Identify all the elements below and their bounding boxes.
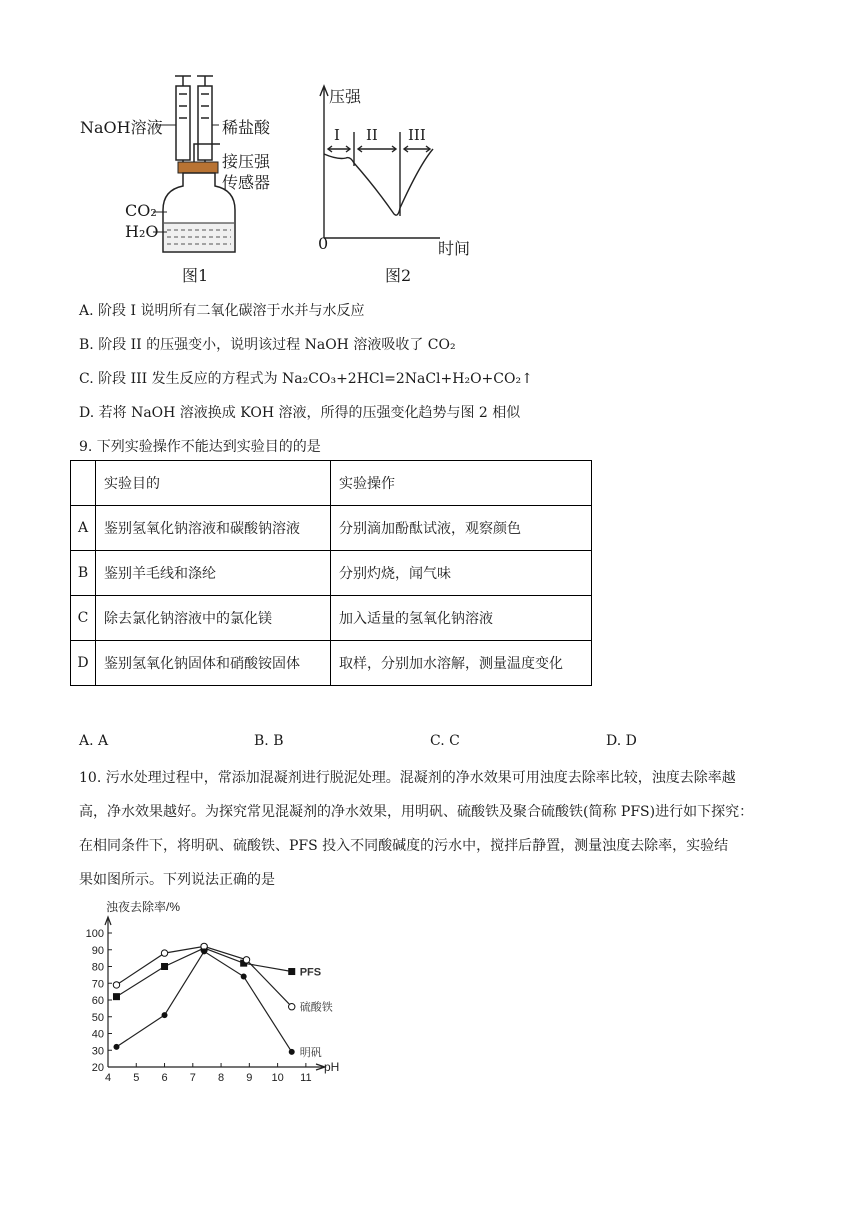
chart-y-tick-label: 100 bbox=[85, 928, 104, 940]
chart-series-label: 明矾 bbox=[299, 1046, 322, 1059]
q9-table bbox=[70, 460, 592, 686]
chart-point-pfs bbox=[113, 993, 120, 1000]
table-cell: 除去氯化钠溶液中的氯化镁 bbox=[96, 596, 331, 641]
table-header-cell: 实验目的 bbox=[96, 461, 331, 506]
q10-line-2: 高，净水效果越好。为探究常见混凝剂的净水效果，用明矾、硫酸铁及聚合硫酸铁(简称 PFS)进行如下探究： bbox=[79, 804, 754, 820]
stage-2-label: II bbox=[366, 126, 378, 144]
chart-y-axis-label: 浊夜去除率/% bbox=[106, 900, 181, 914]
chart-point-alum bbox=[113, 1044, 119, 1050]
chart-point-pfs bbox=[288, 968, 295, 975]
pressure-axis-label: 压强 bbox=[329, 87, 362, 106]
table-cell: 分别滴加酚酞试液，观察颜色 bbox=[331, 506, 592, 551]
table-cell: 鉴别氢氧化钠溶液和碳酸钠溶液 bbox=[96, 506, 331, 551]
co2-label: CO₂ bbox=[125, 201, 157, 220]
q8-option-b[interactable]: B. 阶段 II 的压强变小，说明该过程 NaOH 溶液吸收了 CO₂ bbox=[79, 337, 456, 353]
table-row bbox=[71, 596, 592, 641]
q8-option-a[interactable]: A. 阶段 I 说明所有二氧化碳溶于水并与水反应 bbox=[79, 303, 365, 319]
naoh-label: NaOH溶液 bbox=[80, 118, 163, 137]
sensor-label-line1: 接压强 bbox=[222, 152, 271, 171]
table-cell: 鉴别氢氧化钠固体和硝酸铵固体 bbox=[96, 641, 331, 686]
chart-y-tick-label: 20 bbox=[91, 1062, 104, 1074]
table-cell: B bbox=[71, 551, 96, 596]
chart-x-tick-label: 6 bbox=[161, 1072, 168, 1084]
table-cell: 加入适量的氢氧化钠溶液 bbox=[331, 596, 592, 641]
table-row bbox=[71, 551, 592, 596]
chart-point-alum bbox=[162, 1012, 168, 1018]
chart-x-tick-label: 11 bbox=[300, 1072, 312, 1084]
chart-y-tick-label: 30 bbox=[91, 1045, 104, 1058]
figure-1-apparatus bbox=[75, 70, 305, 285]
chart-x-tick-label: 9 bbox=[246, 1072, 253, 1084]
chart-point-ferric-sulfate bbox=[113, 982, 119, 988]
hcl-label: 稀盐酸 bbox=[222, 118, 271, 137]
chart-y-tick-label: 60 bbox=[91, 995, 104, 1007]
chart-x-axis-label: pH bbox=[324, 1060, 340, 1074]
stage-3-label: III bbox=[408, 126, 426, 144]
chart-point-ferric-sulfate bbox=[289, 1004, 295, 1010]
table-row bbox=[71, 641, 592, 686]
q10-line-3: 在相同条件下，将明矾、硫酸铁、PFS 投入不同酸碱度的污水中，搅拌后静置，测量浊度去除率，实验结 bbox=[79, 838, 729, 854]
sensor-label-line2: 传感器 bbox=[222, 173, 271, 192]
chart-series-label: PFS bbox=[299, 966, 322, 979]
chart-y-tick-label: 70 bbox=[91, 978, 104, 991]
chart-x-tick-label: 8 bbox=[218, 1072, 225, 1084]
time-axis-label: 时间 bbox=[438, 239, 471, 258]
chart-series-label: 硫酸铁 bbox=[299, 1001, 333, 1014]
chart-point-ferric-sulfate bbox=[243, 957, 249, 963]
q9-stem: 9. 下列实验操作不能达到实验目的的是 bbox=[79, 439, 321, 455]
q9-answer-c[interactable]: C. C bbox=[430, 733, 460, 749]
chart-point-alum bbox=[241, 974, 247, 980]
stage-1-label: I bbox=[334, 126, 340, 144]
q10-line-1: 10. 污水处理过程中，常添加混凝剂进行脱泥处理。混凝剂的净水效果可用浊度去除率比较，浊度去除率越 bbox=[79, 770, 736, 786]
chart-x-tick-label: 7 bbox=[189, 1072, 196, 1084]
chart-y-tick-label: 80 bbox=[91, 961, 104, 974]
q9-answer-a[interactable]: A. A bbox=[79, 733, 109, 749]
table-row bbox=[71, 506, 592, 551]
table-header-cell bbox=[71, 461, 96, 506]
table-header-cell: 实验操作 bbox=[331, 461, 592, 506]
chart-series-line bbox=[116, 948, 291, 997]
table-cell: A bbox=[71, 506, 96, 551]
table-header-row bbox=[71, 461, 592, 506]
q10-line-4: 果如图所示。下列说法正确的是 bbox=[79, 872, 275, 888]
chart-series-line bbox=[116, 946, 291, 1006]
chart-x-tick-label: 10 bbox=[271, 1072, 284, 1084]
table-cell: D bbox=[71, 641, 96, 686]
chart-y-tick-label: 90 bbox=[91, 944, 104, 957]
q8-option-d[interactable]: D. 若将 NaOH 溶液换成 KOH 溶液，所得的压强变化趋势与图 2 相似 bbox=[79, 405, 521, 421]
table-cell: 分别灼烧，闻气味 bbox=[331, 551, 592, 596]
chart-point-pfs bbox=[161, 963, 168, 970]
q9-answer-d[interactable]: D. D bbox=[606, 733, 637, 749]
origin-label: 0 bbox=[318, 234, 329, 253]
chart-point-alum bbox=[201, 948, 207, 954]
chart-y-tick-label: 40 bbox=[91, 1028, 104, 1041]
chart-point-alum bbox=[289, 1049, 295, 1055]
q8-option-c[interactable]: C. 阶段 III 发生反应的方程式为 Na₂CO₃+2HCl=2NaCl+H₂O+CO₂↑ bbox=[79, 371, 533, 387]
turbidity-removal-chart bbox=[70, 895, 370, 1095]
table-cell: C bbox=[71, 596, 96, 641]
h2o-label: H₂O bbox=[125, 222, 159, 241]
chart-point-ferric-sulfate bbox=[161, 950, 167, 956]
chart-x-tick-label: 5 bbox=[133, 1072, 140, 1084]
table-cell: 取样，分别加水溶解，测量温度变化 bbox=[331, 641, 592, 686]
chart-y-tick-label: 50 bbox=[91, 1011, 104, 1024]
figure-1-caption: 图1 bbox=[182, 266, 209, 285]
figure-2-caption: 图2 bbox=[385, 266, 412, 285]
q9-answer-b[interactable]: B. B bbox=[254, 733, 284, 749]
table-cell: 鉴别羊毛线和涤纶 bbox=[96, 551, 331, 596]
chart-x-tick-label: 4 bbox=[104, 1072, 112, 1084]
